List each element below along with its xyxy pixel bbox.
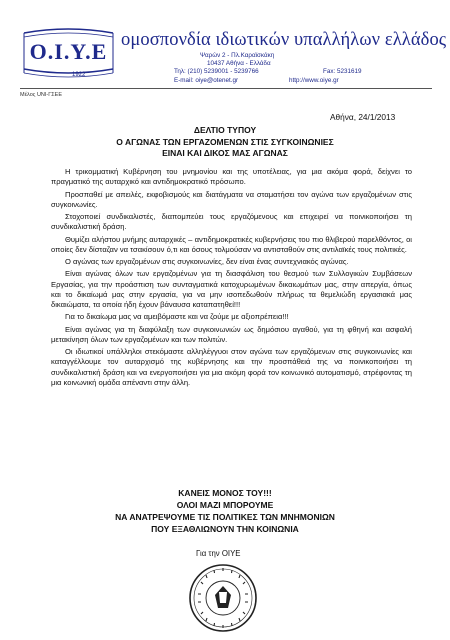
paragraph: Οι ιδιωτικοί υπάλληλοι στεκόμαστε αλληλέγγυοι στον αγώνα των εργαζόμενων στις συγκοινωνίες και καταγγέλλουμε τον αυταρχισμό της κυβέρνησης και την προσπάθειά της να ποινικοποιήσει τη συνδικαλιστική δράση και να ενεργοποιήσει για μια ακόμη φορά τον κοινωνικό αυτοματισμό, στρέφοντας τη μια κοινωνική ομάδα απέναντι στην άλλη. <box>51 347 412 388</box>
body-text <box>51 167 412 390</box>
signature-line: Για την ΟΙΥΕ <box>196 549 241 558</box>
email-link[interactable]: E-mail: oiye@otenet.gr <box>174 77 239 84</box>
oiye-logo <box>20 23 117 84</box>
paragraph: Είναι αγώνας για τη διαφύλαξη των συγκοινωνιών ως δημόσιου αγαθού, για τη φθηνή και ασφαλή μετακίνηση όλων των εργαζομένων και των πολιτών. <box>51 324 412 344</box>
paragraph: Θυμίζει αλήστου μνήμης αυταρχικές – αντιδημοκρατικές κυβερνήσεις του πιο θλιβερού παρελθόντος, οι οποίες δεν δίσταζαν να τσακίσουν ό,τι και όσους τολμούσαν να αντισταθούν στις αντιλαϊκές τους πολιτικές. <box>51 234 412 254</box>
press-release-heading: ΔΕΛΤΙΟ ΤΥΠΟΥ <box>193 125 257 135</box>
slogan-line-4: ΠΟΥ ΕΞΑΘΛΙΩΝΟΥΝ ΤΗΝ ΚΟΙΝΩΝΙΑ <box>151 524 299 534</box>
document-date: Αθήνα, 24/1/2013 <box>330 112 396 122</box>
headline-line-1: Ο ΑΓΩΝΑΣ ΤΩΝ ΕΡΓΑΖΟΜΕΝΩΝ ΣΤΙΣ ΣΥΓΚΟΙΝΩΝΙΕΣ <box>116 137 334 147</box>
slogan-line-3: ΝΑ ΑΝΑΤΡΕΨΟΥΜΕ ΤΙΣ ΠΟΛΙΤΙΚΕΣ ΤΩΝ ΜΝΗΜΟΝΙΩΝ <box>115 512 335 522</box>
website-link[interactable]: http://www.oiye.gr <box>289 77 339 84</box>
logo-text: O.I.Y.E <box>29 39 108 64</box>
address-street: Ψαρών 2 - Πλ.Καραϊσκάκη <box>200 52 275 59</box>
address-city: 10437 Αθήνα - Ελλάδα <box>207 60 271 67</box>
paragraph: Στοχοποιεί συνδικαλιστές, διαπομπεύει τους εργαζόμενους και επιχειρεί να ποινικοποιήσει τη συνδικαλιστική δράση. <box>51 212 412 232</box>
official-stamp-icon <box>184 562 262 634</box>
paragraph: Για το δικαίωμα μας να αμειβόμαστε και να ζούμε με αξιοπρέπεια!!! <box>65 312 289 322</box>
address-phone: Τηλ: (210) 5239001 - 5239766 <box>174 68 259 75</box>
membership-note: Μέλος UNI-ΓΣΕΕ <box>20 92 63 98</box>
paragraph: Ο αγώνας των εργαζομένων στις συγκοινωνίες, δεν είναι ένας συντεχνιακός αγώνας. <box>65 257 349 266</box>
paragraph: Προσπαθεί με απειλές, εκφοβισμούς και διατάγματα να σταματήσει τον αγώνα των εργαζομένων στις συγκοινωνίες. <box>51 189 412 209</box>
organization-name: ομοσπονδία ιδιωτικών υπαλλήλων ελλάδος <box>121 30 447 50</box>
slogan-line-2: ΟΛΟΙ ΜΑΖΙ ΜΠΟΡΟΥΜΕ <box>176 500 274 510</box>
slogan-line-1: ΚΑΝΕΙΣ ΜΟΝΟΣ ΤΟΥ!!! <box>178 488 272 498</box>
paragraph: Είναι αγώνας όλων των εργαζομένων για τη διασφάλιση του θεσμού των Συλλογικών Συμβάσεων Εργασίας, για την προάσπιση των συνταγματικά κατοχυρωμένων δικαιωμάτων μας, στην απεργία, όπως και το δικαίωμά μας στην εργασία, για να μην ισοπεδωθούν πλήρως τα θεμελιώδη εργασιακά μας δικαιώματα, τα οποία ήδη έχουν βάναυσα καταπατηθεί!!! <box>51 269 412 310</box>
letterhead-divider <box>20 88 432 89</box>
paragraph: Η τρικομματική Κυβέρνηση του μνημονίου και της υποτέλειας, για μια ακόμα φορά, δείχνει το πραγματικό της αυταρχικό και αντιδημοκρατικό πρόσωπο. <box>51 167 412 187</box>
address-fax: Fax: 5231619 <box>323 68 362 75</box>
headline-line-2: ΕΙΝΑΙ ΚΑΙ ΔΙΚΟΣ ΜΑΣ ΑΓΩΝΑΣ <box>162 148 288 158</box>
logo-year: 1922 <box>72 72 86 78</box>
